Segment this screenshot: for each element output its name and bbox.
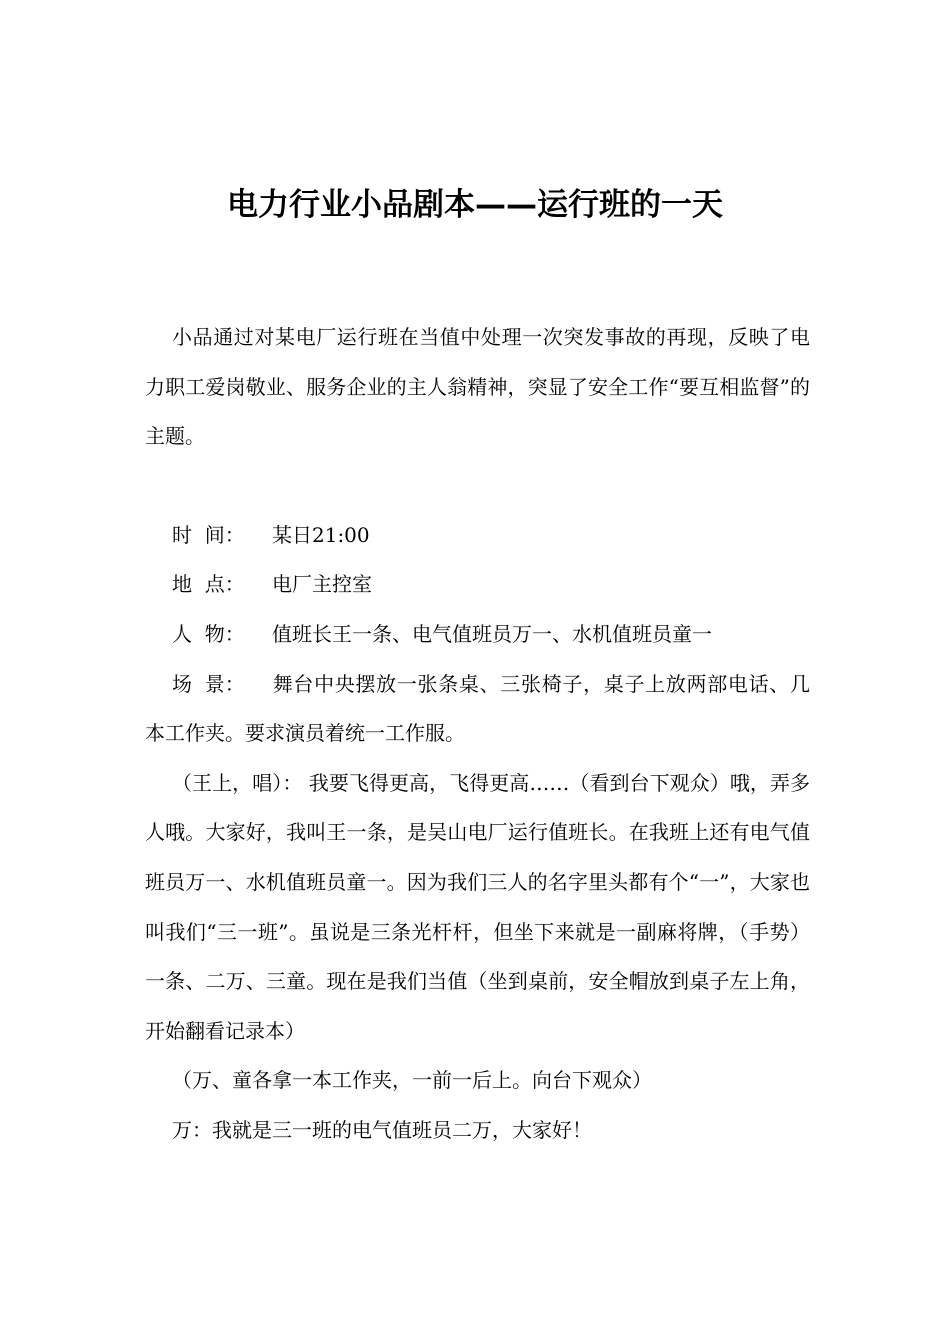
script-paragraph: （万、童各拿一本工作夹，一前一后上。向台下观众） (172, 1068, 652, 1093)
info-label: 时 间： (172, 522, 245, 547)
info-value: 某日21:00 (272, 522, 370, 547)
intro-paragraph: 小品通过对某电厂运行班在当值中处理一次突发事故的再现，反映了电力职工爱岗敬业、服务企业的主人翁精神，突显了安全工作“要互相监督”的主题。 (145, 325, 810, 449)
script-paragraph: 万：我就是三一班的电气值班员二万，大家好！ (172, 1117, 592, 1142)
paragraph-gap (145, 462, 810, 511)
document-body (145, 313, 810, 1156)
info-label: 地 点： (172, 572, 245, 597)
info-label: 人 物： (172, 621, 245, 646)
info-value: 电厂主控室 (272, 572, 372, 597)
scene-label: 场 景： (172, 671, 245, 696)
info-row-time (145, 511, 810, 561)
scene-paragraph (145, 660, 810, 759)
info-row-place (145, 560, 810, 610)
scene-value: 舞台中央摆放一张条桌、三张椅子，桌子上放两部电话、几本工作夹。要求演员着统一工作服。 (145, 671, 810, 746)
info-row-characters (145, 610, 810, 660)
info-value: 值班长王一条、电气值班员万一、水机值班员童一 (272, 621, 712, 646)
page-title: 电力行业小品剧本——运行班的一天 (227, 187, 723, 223)
script-paragraph: （王上，唱）： 我要飞得更高，飞得更高……（看到台下观众）哦，弄多人哦。大家好，我叫王一条，是吴山电厂运行值班长。在我班上还有电气值班员万一、水机值班员童一。因为我们三人的名字里头都有个“一”，大家也叫我们“三一班”。虽说是三条光杆杆，但坐下来就是一副麻将牌，（手势）一条、二万、三童。现在是我们当值（坐到桌前，安全帽放到桌子左上角，开始翻看记录本） (145, 770, 810, 1043)
